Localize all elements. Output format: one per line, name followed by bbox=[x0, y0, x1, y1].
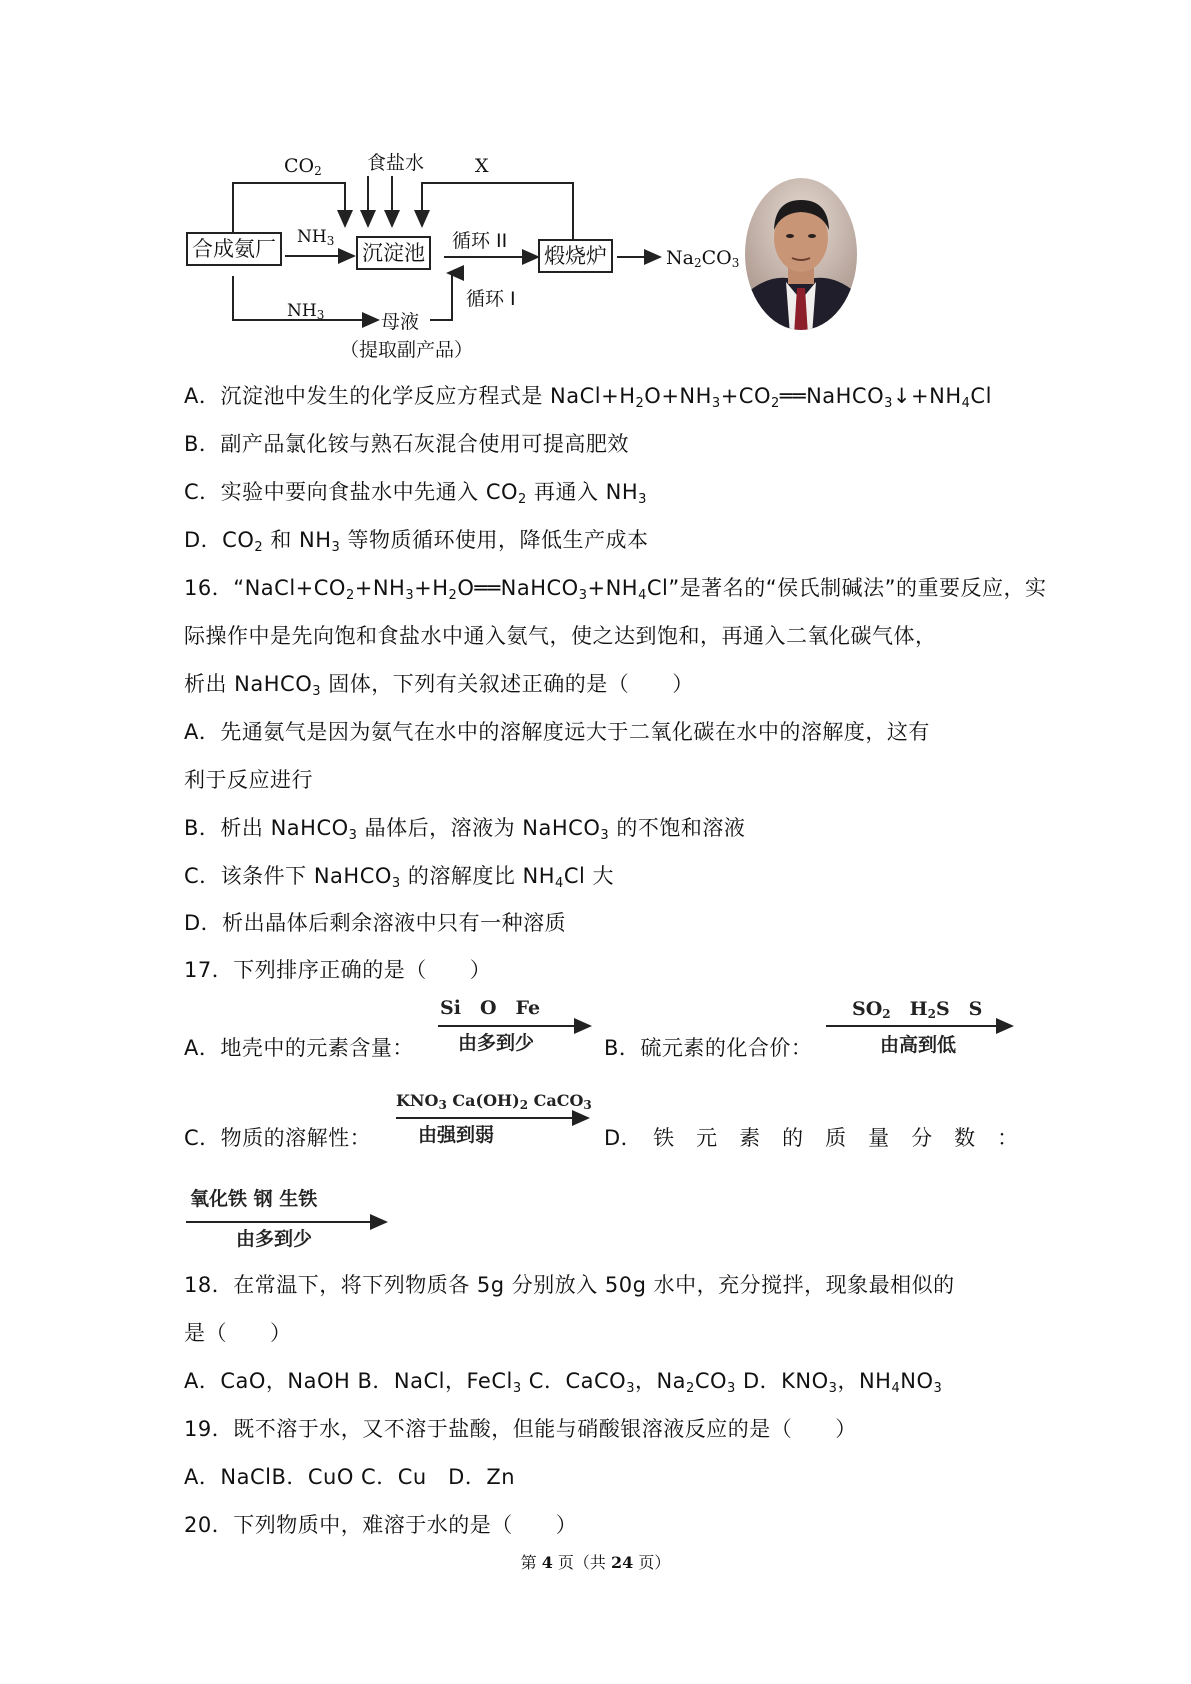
q18-options: A．CaO，NaOH B．NaCl，FeCl$_3$ C．CaCO$_3$，$Na_2CO_3$ D．$KNO_3$，$NH_4NO_3$ bbox=[184, 1369, 943, 1396]
q17-option-c: C．物质的溶解性： bbox=[184, 1126, 372, 1150]
q17-a-arrow-top: Si O Fe bbox=[440, 997, 541, 1019]
q17-c-arrow-bottom: 由强到弱 bbox=[418, 1124, 495, 1146]
cycle-1-label: 循环 I bbox=[466, 288, 516, 310]
q16-option-a-line-2: 利于反应进行 bbox=[184, 768, 313, 792]
q16-option-b: B．析出 NaHCO$_3$ 晶体后，溶液为 NaHCO$_3$ 的不饱和溶液 bbox=[184, 816, 746, 843]
settling-tank-box: 沉淀池 bbox=[356, 236, 431, 270]
co2-label: $CO_2$ bbox=[284, 155, 322, 178]
q17-b-arrow-top: $SO_2$ $H_2S$ S bbox=[852, 998, 983, 1021]
q19-stem: 19．既不溶于水，又不溶于盐酸，但能与硝酸银溶液反应的是（ ） bbox=[184, 1417, 857, 1441]
q16-option-d: D．析出晶体后剩余溶液中只有一种溶质 bbox=[184, 911, 567, 935]
q18-stem-line-2: 是（ ） bbox=[184, 1321, 292, 1345]
q16-stem-line-1: 16．“$NaCl+CO_2+NH_3+H_2O══NaHCO_3+NH_4Cl$”是著名的“侯氏制碱法”的重要反应，实 bbox=[184, 576, 1047, 603]
q17-option-b: B．硫元素的化合价： bbox=[604, 1036, 813, 1060]
q15-option-d: D．$CO_2$ 和 $NH_3$ 等物质循环使用，降低生产成本 bbox=[184, 528, 649, 555]
q16-stem-line-3: 析出 NaHCO$_3$ 固体，下列有关叙述正确的是（ ） bbox=[184, 672, 694, 699]
q17-d-arrow-bottom: 由多到少 bbox=[236, 1228, 313, 1250]
q19-options: A．NaClB．CuO C．Cu D．Zn bbox=[184, 1465, 516, 1489]
nh3-label-1: $NH_3$ bbox=[297, 227, 335, 248]
q17-d-arrow-top: 氧化铁 钢 生铁 bbox=[190, 1188, 318, 1210]
ammonia-plant-box: 合成氨厂 bbox=[186, 232, 282, 266]
q15-option-c: C．实验中要向食盐水中先通入 $CO_2$ 再通入 $NH_3$ bbox=[184, 480, 647, 507]
x-label: X bbox=[475, 155, 489, 177]
salt-water-label: 食盐水 bbox=[367, 152, 425, 174]
q18-stem-line-1: 18．在常温下，将下列物质各 5g 分别放入 50g 水中，充分搅拌，现象最相似的 bbox=[184, 1273, 955, 1297]
q16-stem-line-2: 际操作中是先向饱和食盐水中通入氨气，使之达到饱和，再通入二氧化碳气体， bbox=[184, 624, 937, 648]
mother-liquor-label: 母液 bbox=[381, 311, 420, 333]
q17-option-a: A．地壳中的元素含量： bbox=[184, 1036, 414, 1060]
calcining-furnace-box: 煅烧炉 bbox=[538, 239, 613, 273]
q16-option-c: C．该条件下 NaHCO$_3$ 的溶解度比 $NH_4Cl$ 大 bbox=[184, 864, 615, 891]
q15-option-b: B．副产品氯化铵与熟石灰混合使用可提高肥效 bbox=[184, 432, 629, 456]
q20-stem: 20．下列物质中，难溶于水的是（ ） bbox=[184, 1513, 578, 1537]
by-product-label: （提取副产品） bbox=[340, 339, 474, 361]
q17-b-arrow-bottom: 由高到低 bbox=[880, 1034, 957, 1056]
q15-option-a: A．沉淀池中发生的化学反应方程式是 $NaCl+H_2O+NH_3+CO_2══NaHCO_3↓+NH_4Cl$ bbox=[184, 384, 992, 411]
current-page-number: 4 bbox=[541, 1553, 553, 1572]
q17-c-arrow-top: $KNO_3$ $Ca(OH)_2$ CaCO$_3$ bbox=[396, 1091, 592, 1112]
page-footer: 第 4 页（共 24 页） bbox=[520, 1553, 671, 1572]
q16-option-a-line-1: A．先通氨气是因为氨气在水中的溶解度远大于二氧化碳在水中的溶解度，这有 bbox=[184, 720, 930, 744]
q17-stem: 17．下列排序正确的是（ ） bbox=[184, 958, 492, 982]
total-page-number: 24 bbox=[611, 1553, 634, 1572]
na2co3-label: $Na_2CO_3$ bbox=[666, 247, 740, 270]
q17-option-d: D． 铁 元 素 的 质 量 分 数 ： bbox=[604, 1126, 1019, 1150]
nh3-label-2: $NH_3$ bbox=[287, 301, 325, 322]
q17-a-arrow-bottom: 由多到少 bbox=[458, 1032, 535, 1054]
cycle-2-label: 循环 II bbox=[452, 230, 508, 252]
